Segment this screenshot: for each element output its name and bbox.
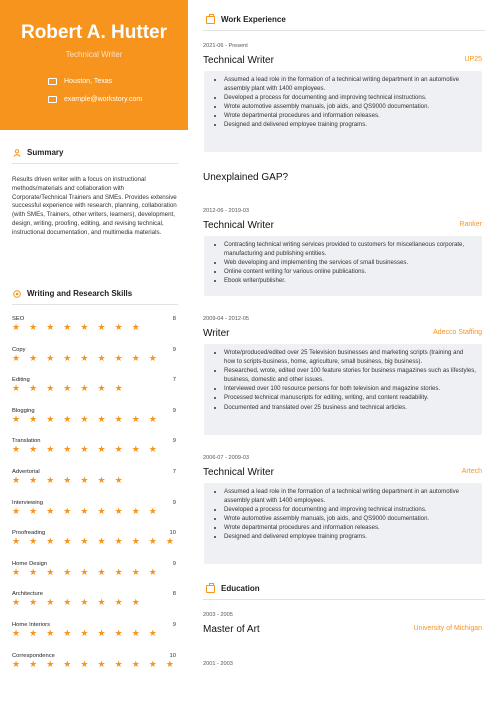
star-icon: ★ [46,537,55,548]
star-icon: ★ [80,353,89,364]
skill-row [12,408,177,436]
star-icon: ★ [165,384,174,395]
star-icon: ★ [165,567,174,578]
star-icon: ★ [148,323,157,333]
star-icon: ★ [97,629,106,639]
education-heading-label: Education [221,584,260,593]
skill-row [12,591,177,619]
mail-icon [48,96,57,103]
star-icon: ★ [97,598,106,609]
star-icon: ★ [114,506,123,517]
skill-name: Proofreading [12,530,46,537]
left-column [0,0,188,702]
skill-row [12,469,177,497]
skills-heading [13,289,132,298]
skill-level: 9 [172,438,176,445]
star-icon: ★ [12,353,21,364]
bullet-item: • Wrote automotive assembly manuals, job aids, and QS9000 documentation. [224,102,476,111]
star-icon: ★ [148,629,157,639]
skill-level: 10 [169,530,176,537]
bullet-item: • Wrote departmental procedures and information releases. [224,111,476,120]
star-icon: ★ [131,476,140,486]
star-icon: ★ [29,659,38,670]
skill-level: 9 [172,499,176,506]
star-icon: ★ [46,323,55,333]
summary-text: Results driven writer with a focus on instructional methods/materials and collaboration with Corporate/Technical Trainers and SMEs. Provides extensive successful experience with research, planning, collaboration (with SMEs, Trainers, other writers, learners), development, design, writing, proofing, editing, and revising technical, instructional documentation, and multimedia materials. [12,176,177,236]
star-icon: ★ [114,659,123,670]
briefcase-icon [206,585,215,593]
star-icon: ★ [114,629,123,639]
star-icon: ★ [46,629,55,639]
skill-name: Blogging [12,407,35,414]
skill-row [12,653,177,681]
skills-heading-label: Writing and Research Skills [27,289,133,298]
bullet-item: • Researched, wrote, edited over 100 feature stories for business magazines such as lifestyles, business, domestic and other issues. [224,366,476,384]
divider [203,599,485,600]
star-icon: ★ [97,384,106,395]
star-icon: ★ [148,598,157,609]
star-icon: ★ [29,323,38,333]
star-rating [12,661,177,671]
star-icon: ★ [165,323,174,333]
skill-name: Home Interiors [12,622,51,628]
bullet-list [212,487,476,542]
job-role: Writer [203,328,230,339]
gap-label: Unexplained GAP? [203,172,289,183]
skill-row [12,316,177,344]
star-rating [12,446,177,456]
star-icon: ★ [114,414,123,425]
bullet-list [212,348,476,412]
star-rating [12,538,177,548]
star-icon: ★ [63,629,72,639]
star-icon: ★ [114,323,123,333]
bullet-item: • Documented and translated over 25 business and technical articles. [224,403,476,412]
star-icon: ★ [12,445,21,456]
star-icon: ★ [63,414,72,425]
star-icon: ★ [29,445,38,456]
job-company: UP25 [464,56,482,63]
job-role: Technical Writer [203,467,274,478]
star-icon: ★ [63,598,72,609]
star-rating [12,355,177,365]
star-icon: ★ [29,476,38,486]
star-icon: ★ [131,506,140,517]
bullet-item: • Wrote/produced/edited over 25 Television businesses and marketing scripts (training and how to scripts-business, home, agriculture, small business, big business). [224,348,476,366]
skill-name: Correspondence [12,652,55,659]
skill-name: Translation [12,438,41,445]
star-icon: ★ [97,659,106,670]
star-icon: ★ [97,537,106,548]
skill-level: 9 [172,622,176,628]
star-icon: ★ [63,384,72,395]
star-icon: ★ [12,567,21,578]
bullet-item: • Designed and delivered employee training programs. [224,120,476,129]
star-icon: ★ [46,659,55,670]
bullet-item: • Ebook writer/publisher. [224,276,476,285]
job-role: Technical Writer [203,55,274,66]
skill-level: 9 [172,560,176,567]
job-company: Artech [461,468,482,475]
star-icon: ★ [12,659,21,670]
bullet-item: • Contracting technical writing services provided to customers for miscellaneous corporate, manufacturing and publishing entities. [224,240,476,258]
star-rating [12,385,177,395]
skill-name: Interviewing [12,499,43,506]
skill-level: 9 [172,407,176,414]
work-heading [206,15,286,24]
divider [12,163,178,164]
star-icon: ★ [63,659,72,670]
skill-name: Architecture [12,591,43,598]
education-date: 2003 - 2005 [203,612,233,618]
star-icon: ★ [131,323,140,333]
star-icon: ★ [97,353,106,364]
summary-heading [13,148,63,157]
star-icon: ★ [29,537,38,548]
star-icon: ★ [46,353,55,364]
job-bullets [204,344,482,435]
job-bullets [204,71,482,152]
job-date: 2009-04 - 2012-05 [203,316,250,322]
education-heading [206,584,260,593]
star-icon: ★ [29,506,38,517]
star-icon: ★ [12,598,21,609]
target-icon [13,290,21,298]
skill-name: SEO [12,316,25,322]
star-icon: ★ [114,384,123,395]
star-icon: ★ [80,629,89,639]
skill-level: 8 [172,591,176,598]
star-icon: ★ [165,476,174,486]
star-icon: ★ [80,567,89,578]
bullet-item: • Assumed a lead role in the formation of a technical writing department in an automotive assembly plant with 1400 employees. [224,75,476,93]
contact-email-text[interactable]: example@workstory.com [64,95,143,103]
skill-name: Copy [12,346,26,353]
bullet-list [212,75,476,130]
star-rating [12,324,177,334]
job-date: 2021-06 - Present [203,43,248,49]
star-icon: ★ [148,353,157,364]
star-icon: ★ [46,506,55,517]
bullet-item: • Designed and delivered employee training programs. [224,532,476,541]
star-icon: ★ [131,629,140,639]
star-icon: ★ [165,353,174,364]
skill-level: 7 [172,377,176,384]
star-icon: ★ [63,537,72,548]
star-icon: ★ [131,659,140,670]
star-icon: ★ [165,659,174,670]
star-icon: ★ [29,567,38,578]
briefcase-icon [206,16,215,24]
star-icon: ★ [131,598,140,609]
star-icon: ★ [114,598,123,609]
bullet-item: • Web developing and implementing the services of small businesses. [224,258,476,267]
job-date: 2006-07 - 2009-03 [203,455,250,461]
bullet-item: • Online content writing for various online publications. [224,267,476,276]
star-icon: ★ [63,506,72,517]
star-icon: ★ [165,414,174,425]
contact-location [48,75,112,87]
star-icon: ★ [80,537,89,548]
star-icon: ★ [97,414,106,425]
star-icon: ★ [12,414,21,425]
bullet-item: • Developed a process for documenting and improving technical instructions. [224,93,476,102]
job-company: Ranker [459,221,482,228]
right-column [196,0,496,702]
person-icon [13,149,21,157]
star-icon: ★ [97,445,106,456]
bullet-item: • Assumed a lead role in the formation of a technical writing department in an automotive assembly plant with 1400 employees. [224,487,476,505]
star-icon: ★ [63,567,72,578]
star-icon: ★ [29,414,38,425]
star-icon: ★ [46,414,55,425]
id-card-icon [48,78,57,85]
star-icon: ★ [80,384,89,395]
star-icon: ★ [114,353,123,364]
star-icon: ★ [97,323,106,333]
star-icon: ★ [148,414,157,425]
star-icon: ★ [29,629,38,639]
star-rating [12,508,177,518]
header-banner [0,0,188,130]
star-icon: ★ [114,476,123,486]
star-icon: ★ [148,567,157,578]
contact-email[interactable] [48,93,142,105]
star-icon: ★ [63,476,72,486]
bullet-item: • Wrote automotive assembly manuals, job aids, and QS9000 documentation. [224,514,476,523]
star-icon: ★ [63,353,72,364]
skill-level: 7 [172,469,176,475]
star-icon: ★ [12,384,21,395]
star-rating [12,630,177,640]
skill-name: Advertorial [12,469,40,475]
star-icon: ★ [12,506,21,517]
star-rating [12,416,177,426]
contact-location-text: Houston, Texas [64,77,113,85]
star-icon: ★ [29,353,38,364]
star-icon: ★ [114,445,123,456]
job-company: Adecco Staffing [433,329,482,336]
star-icon: ★ [63,445,72,456]
star-icon: ★ [131,567,140,578]
bullet-item: • Developed a process for documenting and improving technical instructions. [224,505,476,514]
education-date: 2001 - 2003 [203,661,233,667]
candidate-title: Technical Writer [65,50,123,59]
star-icon: ★ [148,384,157,395]
star-icon: ★ [12,476,21,486]
star-icon: ★ [12,629,21,639]
star-icon: ★ [148,476,157,486]
star-icon: ★ [148,445,157,456]
candidate-name: Robert A. Hutter [20,22,168,43]
star-icon: ★ [46,445,55,456]
work-heading-label: Work Experience [221,15,286,24]
star-icon: ★ [131,353,140,364]
star-icon: ★ [12,537,21,548]
star-icon: ★ [80,323,89,333]
skill-level: 10 [169,652,176,659]
star-icon: ★ [97,567,106,578]
summary-heading-label: Summary [27,148,64,157]
star-icon: ★ [131,384,140,395]
star-icon: ★ [114,567,123,578]
skill-name: Editing [12,377,30,384]
skill-row [12,347,177,375]
divider [203,30,485,31]
star-icon: ★ [80,414,89,425]
star-icon: ★ [80,445,89,456]
star-icon: ★ [97,506,106,517]
star-icon: ★ [148,537,157,548]
star-icon: ★ [165,537,174,548]
skill-name: Home Design [12,560,48,567]
star-icon: ★ [148,506,157,517]
star-icon: ★ [80,506,89,517]
star-icon: ★ [12,323,21,333]
star-icon: ★ [131,414,140,425]
bullet-item: • Wrote departmental procedures and information releases. [224,523,476,532]
star-icon: ★ [80,598,89,609]
star-icon: ★ [165,629,174,639]
star-icon: ★ [46,567,55,578]
skill-row [12,438,177,466]
star-icon: ★ [165,598,174,609]
bullet-item: • Processed technical manuscripts for editing, writing, and content readability. [224,393,476,402]
star-icon: ★ [148,659,157,670]
star-icon: ★ [46,384,55,395]
star-icon: ★ [165,506,174,517]
star-icon: ★ [97,476,106,486]
job-bullets [204,483,482,564]
star-icon: ★ [80,659,89,670]
education-school: University of Michigan [413,625,482,632]
skill-row [12,377,177,405]
job-role: Technical Writer [203,220,274,231]
star-icon: ★ [114,537,123,548]
skill-row [12,530,177,558]
education-degree: Master of Art [203,624,260,635]
skill-row [12,561,177,589]
skill-level: 8 [172,316,176,322]
skill-level: 9 [172,346,176,353]
skill-row [12,500,177,528]
star-icon: ★ [29,384,38,395]
skill-row [12,622,177,650]
star-rating [12,477,177,487]
star-icon: ★ [165,445,174,456]
divider [12,304,178,305]
star-rating [12,569,177,579]
star-icon: ★ [29,598,38,609]
star-icon: ★ [46,476,55,486]
job-bullets [204,236,482,296]
star-icon: ★ [131,445,140,456]
bullet-list [212,240,476,285]
star-icon: ★ [80,476,89,486]
star-rating [12,599,177,609]
bullet-item: • Interviewed over 100 resource persons for both television and magazine stories. [224,384,476,393]
star-icon: ★ [131,537,140,548]
star-icon: ★ [46,598,55,609]
star-icon: ★ [63,323,72,333]
job-date: 2012-06 - 2019-03 [203,208,250,214]
